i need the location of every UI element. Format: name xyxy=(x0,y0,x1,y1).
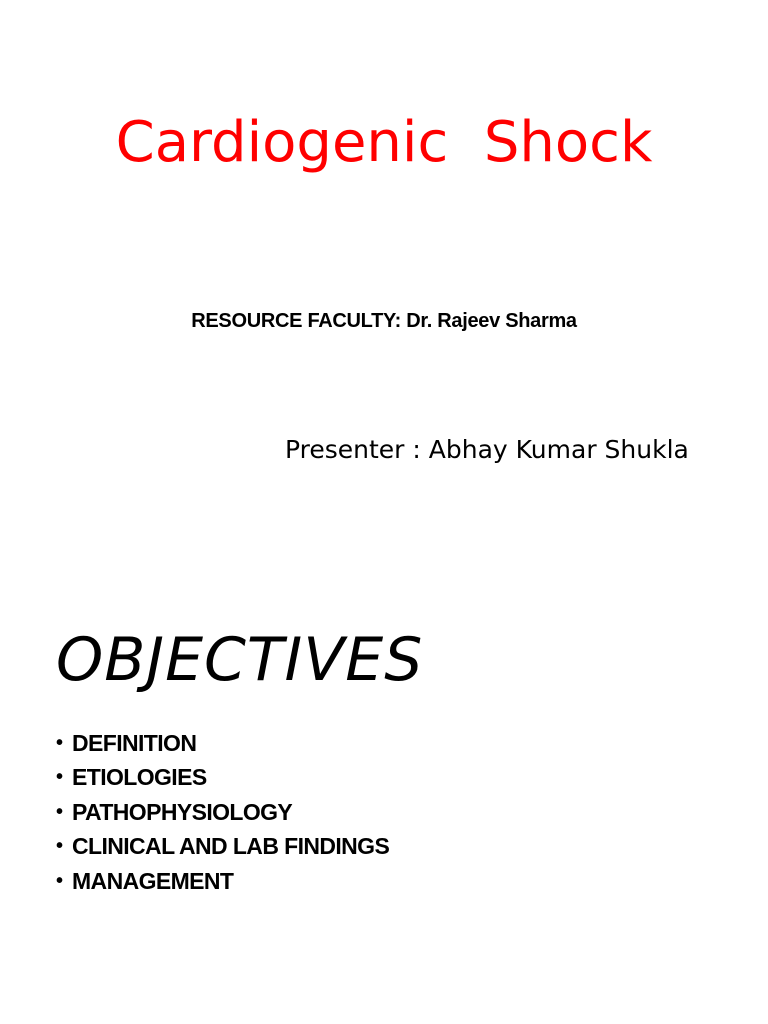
bullet-icon: • xyxy=(56,800,63,823)
objective-item-label: MANAGEMENT xyxy=(72,867,234,894)
resource-faculty-text: RESOURCE FACULTY: Dr. Rajeev Sharma xyxy=(191,310,577,332)
objective-item-label: CLINICAL AND LAB FINDINGS xyxy=(72,833,390,860)
objective-item xyxy=(56,761,389,796)
objective-item xyxy=(56,830,389,865)
slide-title-heading: Cardiogenic Shock xyxy=(115,110,653,175)
objective-item-label: PATHOPHYSIOLOGY xyxy=(72,798,293,825)
bullet-icon: • xyxy=(56,869,63,892)
objective-item xyxy=(56,726,389,761)
objective-item-label: DEFINITION xyxy=(72,729,197,756)
objectives-heading: OBJECTIVES xyxy=(56,625,424,695)
bullet-icon: • xyxy=(56,731,63,754)
presenter-text: Presenter : Abhay Kumar Shukla xyxy=(285,435,689,464)
objective-item xyxy=(56,795,389,830)
objectives-list xyxy=(56,726,389,899)
slide-objectives xyxy=(0,512,768,1024)
objective-item xyxy=(56,864,389,899)
bullet-icon: • xyxy=(56,766,63,789)
bullet-icon: • xyxy=(56,835,63,858)
objective-item-label: ETIOLOGIES xyxy=(72,764,207,791)
